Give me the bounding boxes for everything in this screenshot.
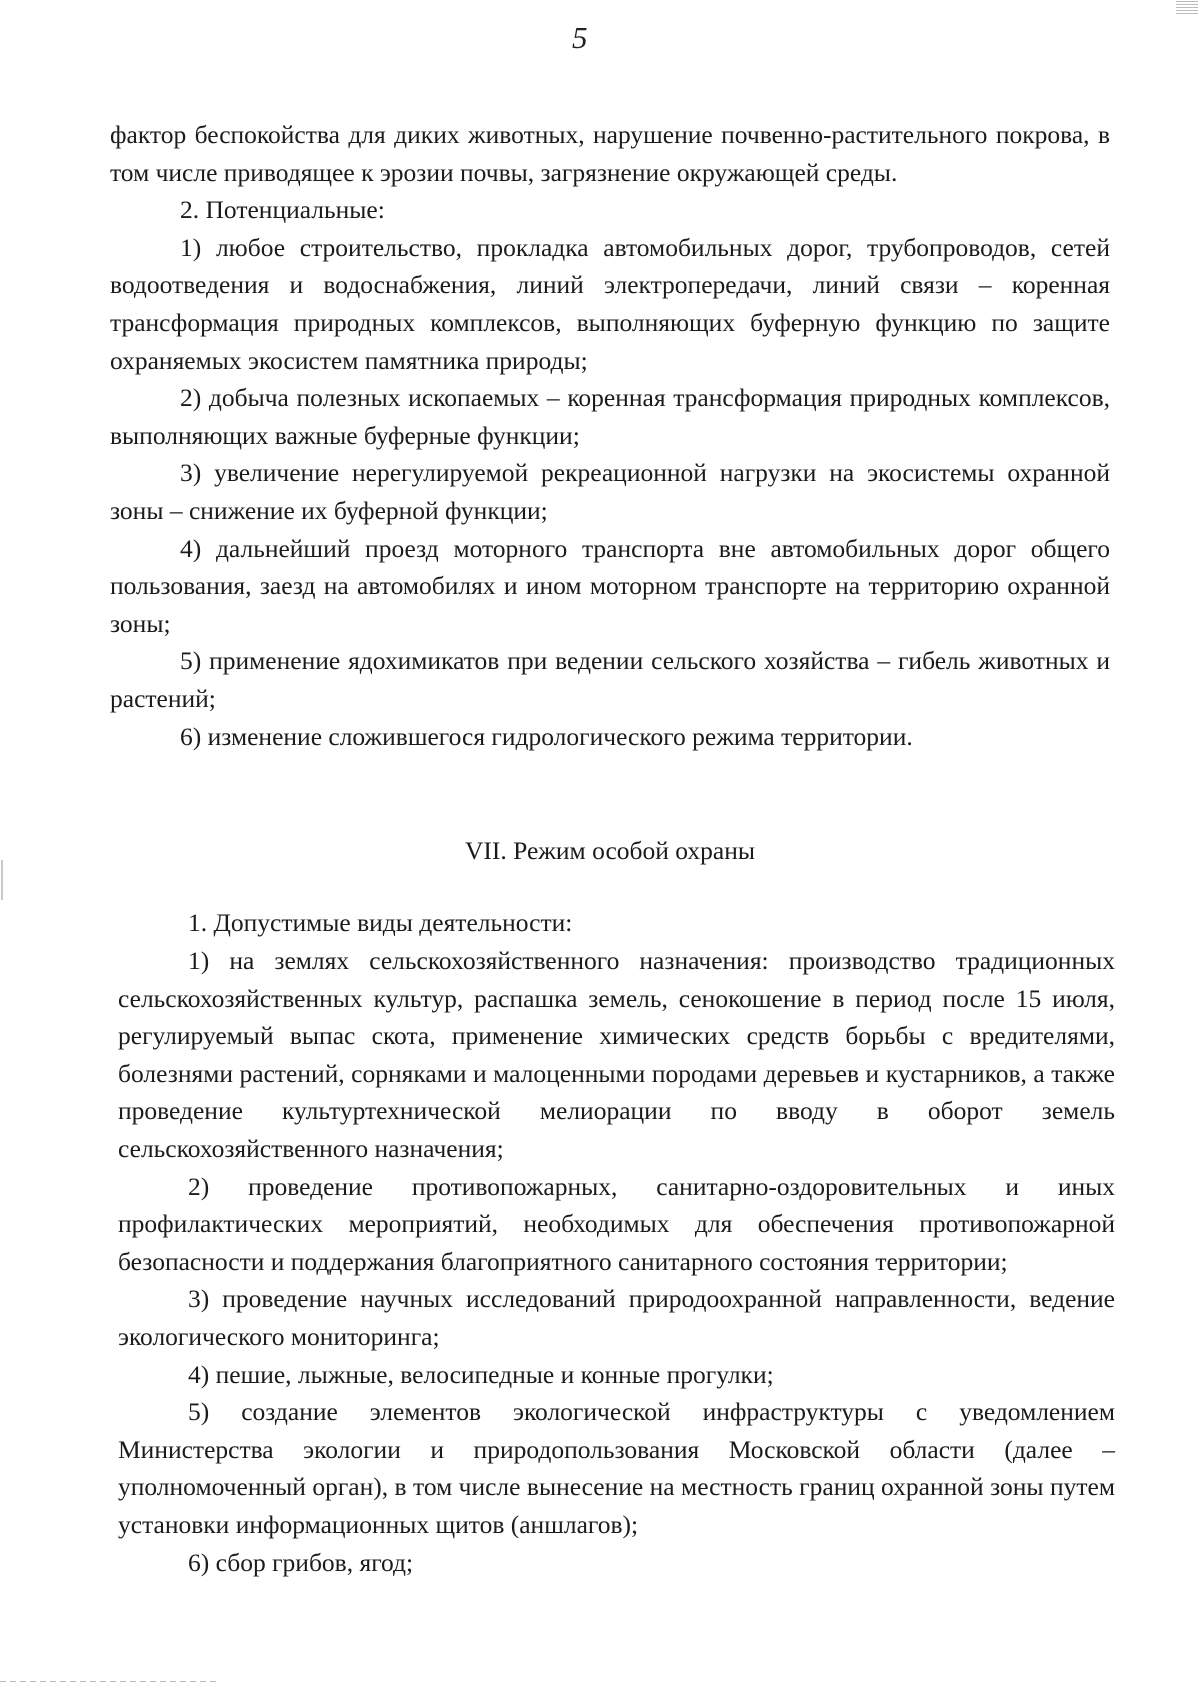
paragraph-allowed-activities: 1. Допустимые виды деятельности: <box>188 908 573 937</box>
allowed-item-5: 5) создание элементов экологической инфраструктуры с уведомлением Министерства экологии и природопользования Московской области (далее – уполномоченный орган), в том числе вынесение на местность границ охранной зоны путем установки информационных щитов (аншлагов); <box>118 1397 1115 1539</box>
allowed-item-2: 2) проведение противопожарных, санитарно-оздоровительных и иных профилактических мероприятий, необходимых для обеспечения противопожарной безопасности и поддержания благоприятного санитарного состояния территории; <box>118 1171 1115 1276</box>
paragraph-potential-heading: 2. Потенциальные: <box>180 195 385 225</box>
scan-artifact-left <box>1 860 3 900</box>
scan-artifact-corner <box>1176 0 1198 14</box>
paragraph-continuation: фактор беспокойства для диких животных, нарушение почвенно-растительного покрова, в том числе приводящее к эрозии почвы, загрязнение окружающей среды. <box>110 120 1110 187</box>
paragraph-item-5: 5) применение ядохимикатов при ведении сельского хозяйства – гибель животных и растений; <box>110 646 1110 713</box>
paragraph-item-6: 6) изменение сложившегося гидрологического режима территории. <box>180 721 913 751</box>
allowed-item-6: 6) сбор грибов, ягод; <box>188 1547 414 1577</box>
paragraph-item-1: 1) любое строительство, прокладка автомобильных дорог, трубопроводов, сетей водоотведения и водоснабжения, линий электропередачи, линий связи – коренная трансформация природных комплексов, выполняющих буферную функцию по защите охраняемых экосистем памятника природы; <box>110 232 1110 375</box>
scan-artifact-bottom <box>0 1681 220 1682</box>
allowed-item-3: 3) проведение научных исследований природоохранной направленности, ведение экологического мониторинга; <box>118 1284 1115 1351</box>
paragraph-item-2: 2) добыча полезных ископаемых – коренная трансформация природных комплексов, выполняющих важные буферные функции; <box>110 383 1110 450</box>
paragraph-item-3: 3) увеличение нерегулируемой рекреационной нагрузки на экосистемы охранной зоны – снижение их буферной функции; <box>110 458 1110 525</box>
section-heading: VII. Режим особой охраны <box>464 836 755 865</box>
page-number: 5 <box>572 20 588 55</box>
allowed-item-4: 4) пешие, лыжные, велосипедные и конные прогулки; <box>188 1359 774 1389</box>
bottom-text-block <box>118 942 1115 1581</box>
top-text-block <box>110 116 1110 755</box>
allowed-item-1: 1) на землях сельскохозяйственного назначения: производство традиционных сельскохозяйственных культур, распашка земель, сенокошение в период после 15 июля, регулируемый выпас скота, применение химических средств борьбы с вредителями, болезнями растений, сорняками и малоценными породами деревьев и кустарников, а также проведение культуртехнической мелиорации по вводу в оборот земель сельскохозяйственного назначения; <box>118 946 1115 1163</box>
paragraph-item-4: 4) дальнейший проезд моторного транспорта вне автомобильных дорог общего пользования, заезд на автомобилях и ином моторном транспорте на территорию охранной зоны; <box>110 533 1110 638</box>
